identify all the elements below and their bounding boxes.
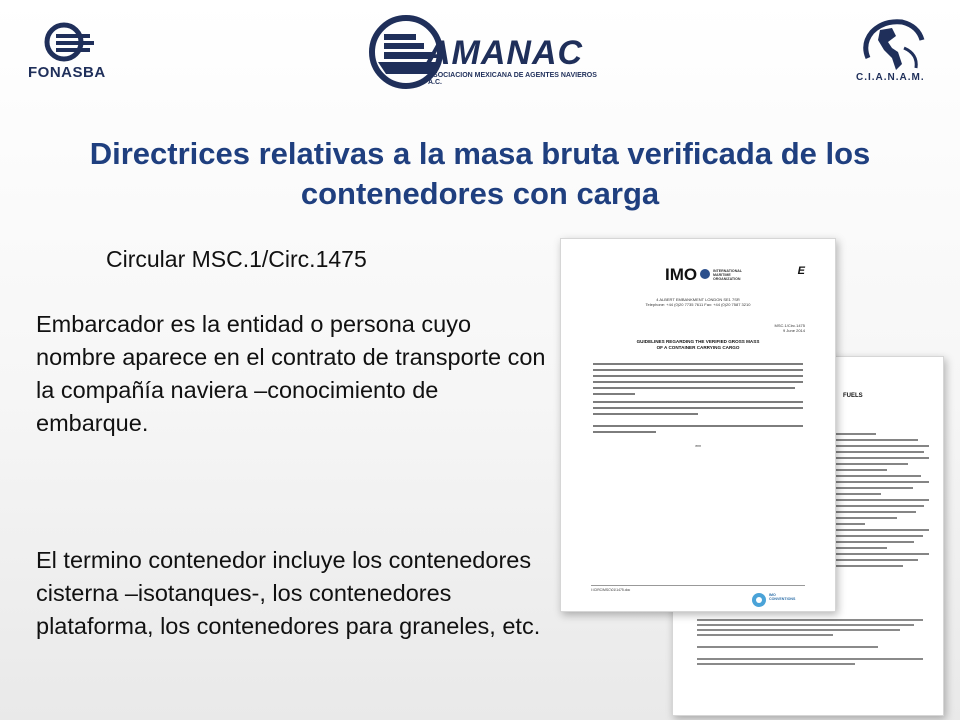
- address-line: 4 ALBERT EMBANKMENT LONDON SE1 7SR: [656, 297, 740, 302]
- shipper-definition: Embarcador es la entidad o persona cuyo nombre aparece en el contrato de transporte con la compañía naviera –conocimiento de embarque.: [36, 311, 546, 436]
- language-mark: E: [797, 265, 805, 277]
- circular-reference: Circular MSC.1/Circ.1475: [106, 246, 367, 272]
- amanac-wordmark: AMANAC: [426, 34, 584, 72]
- cianam-logo: [842, 18, 942, 88]
- heading-line-2: OF A CONTAINER CARRYING CARGO: [656, 344, 740, 350]
- footer-divider: [591, 585, 805, 586]
- document-stars: ***: [695, 445, 701, 451]
- fonasba-label: FONASBA: [28, 64, 106, 81]
- imo-organization-name: INTERNATIONAL MARITIME ORGANIZATION: [713, 269, 743, 281]
- amanac-logo: [368, 12, 608, 94]
- fonasba-logo: [22, 22, 142, 88]
- amanac-subtitle: ASOCIACION MEXICANA DE AGENTES NAVIEROS A.C.: [428, 72, 597, 86]
- cianam-label: C.I.A.N.A.M.: [856, 72, 925, 83]
- document-page-front: [560, 238, 836, 612]
- document-footer-path: I:\CIRC\MSC\01\1475.doc: [591, 588, 631, 592]
- slide-title: Directrices relativas a la masa bruta verificada de los contenedores con carga: [89, 136, 871, 211]
- document-date: 9 June 2014: [782, 328, 805, 333]
- container-definition: El termino contenedor incluye los contenedores cisterna –isotanques-, los contenedores plataforma, los contenedores para graneles, etc.: [36, 547, 541, 639]
- heading-line-1: GUIDELINES REGARDING THE VERIFIED GROSS MASS: [636, 339, 760, 344]
- document-paragraph-3: [593, 425, 803, 437]
- fonasba-globe-icon: [42, 22, 102, 64]
- imo-address: [561, 297, 835, 307]
- document-paragraph-2: [593, 401, 803, 419]
- document-back-body-text: [823, 433, 929, 571]
- document-back-heading: FUELS: [843, 393, 863, 399]
- phone-line: Telephone: +44 (0)20 7735 7611 Fax: +44 (0)20 7587 3210: [645, 302, 751, 307]
- imo-logo-text: IMO: [665, 265, 698, 283]
- document-paragraph-1: [593, 363, 803, 399]
- circular-number: MSC.1/Circ.1475: [774, 323, 805, 328]
- imo-conventions-label: IMO CONVENTIONS: [769, 593, 796, 601]
- document-reference: [775, 323, 805, 333]
- document-heading: [561, 339, 835, 350]
- document-back-footnotes: [697, 619, 923, 668]
- americas-map-icon: [858, 18, 928, 74]
- imo-logo-icon: [665, 265, 711, 283]
